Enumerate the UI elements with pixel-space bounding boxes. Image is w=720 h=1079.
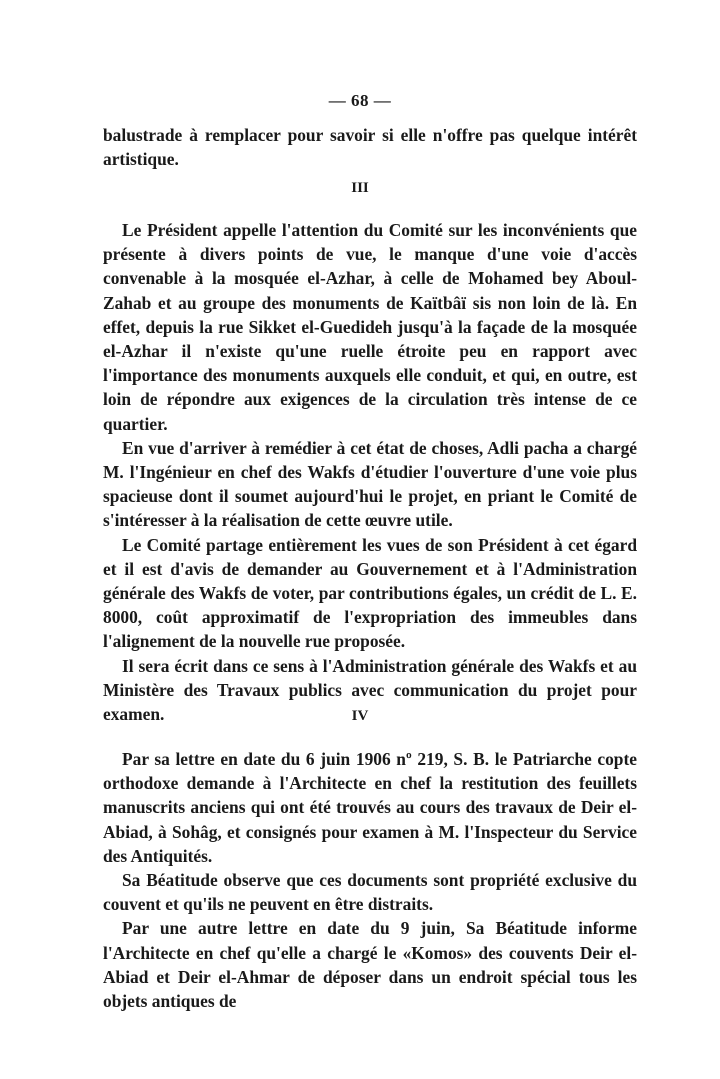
continuation-block	[103, 123, 637, 171]
paragraph: Il sera écrit dans ce sens à l'Administration générale des Wakfs et au Ministère des Travaux publics avec communication du projet pour examen.	[103, 655, 637, 725]
paragraph: Par sa lettre en date du 6 juin 1906 nº 219, S. B. le Patriarche copte orthodoxe demande à l'Architecte en chef la restitution des feuillets manuscrits anciens qui ont été trouvés au cours des travaux de Deir el-Abiad, à Sohâg, et consignés pour examen à M. l'Inspecteur du Service des Antiquités.	[103, 749, 637, 866]
section-heading-iv: IV	[351, 708, 369, 724]
paragraph: En vue d'arriver à remédier à cet état de choses, Adli pacha a chargé M. l'Ingénieur en chef des Wakfs d'étudier l'ouverture d'une voie plus spacieuse dont il soumet aujourd'hui le projet, en priant le Comité de s'intéresser à la réalisation de cette œuvre utile.	[103, 437, 637, 531]
section-heading-iii: III	[351, 180, 369, 196]
paragraph: Le Président appelle l'attention du Comité sur les inconvénients que présente à divers points de vue, le manque d'une voie d'accès convenable à la mosquée el-Azhar, à celle de Mohamed bey Aboul-Zahab et au groupe des monuments de Kaïtbâï sis non loin de là. En effet, depuis la rue Sikket el-Guedideh jusqu'à la façade de la mosquée el-Azhar il n'existe qu'une ruelle étroite peu en rapport avec l'importance des monuments auxquels elle conduit, et qui, en outre, est loin de répondre aux exigences de la circulation très intense de ce quartier.	[103, 220, 637, 434]
paragraph: Sa Béatitude observe que ces documents sont propriété exclusive du couvent et qu'ils ne peuvent en être distraits.	[103, 870, 637, 915]
section-iv-body	[103, 747, 637, 1013]
paragraph: Le Comité partage entièrement les vues de son Président à cet égard et il est d'avis de demander au Gouvernement et à l'Administration générale des Wakfs de voter, par contributions égales, un crédit de L. E. 8000, coût approximatif de l'expropriation des immeubles dans l'alignement de la nouvelle rue proposée.	[103, 534, 637, 652]
paragraph: Par une autre lettre en date du 9 juin, Sa Béatitude informe l'Architecte en chef qu'elle a chargé le «Komos» des couvents Deir el-Abiad et Deir el-Ahmar de déposer dans un endroit spécial tous les objets antiques de	[103, 918, 637, 1012]
continuation-paragraph: balustrade à remplacer pour savoir si elle n'offre pas quelque intérêt artistique.	[103, 125, 637, 170]
section-iii-body	[103, 218, 637, 726]
page-number: — 68 —	[328, 91, 392, 110]
